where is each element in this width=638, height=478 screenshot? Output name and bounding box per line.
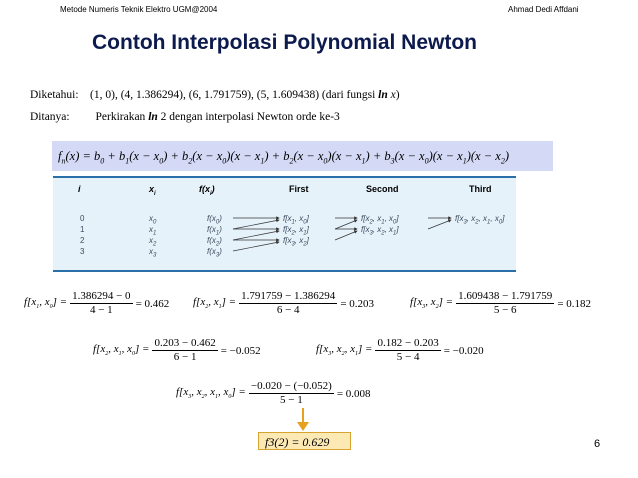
dd2-den-0: 6 − 1 xyxy=(173,351,197,363)
dd3-den: 5 − 1 xyxy=(279,394,303,406)
dd1-den-1: 6 − 4 xyxy=(276,304,300,316)
dd1-res-2: = 0.182 xyxy=(557,297,592,310)
dd1-lhs-2: $f[x_3$, $x_2$] = xyxy=(410,296,454,311)
known-close: ) xyxy=(395,89,400,101)
dd3-num: −0.020 − (−0.052) xyxy=(250,380,332,392)
dd2-eq-0 xyxy=(93,337,261,364)
dd2-lhs-0: $f[x_2$, $x_1$, $x_0$] = xyxy=(93,343,150,358)
cell-first-1: $f[x_2$, $x_1$] xyxy=(283,225,309,237)
asked-text2: 2 dengan interpolasi Newton orde ke-3 xyxy=(160,111,340,123)
cell-fx-2: $f(x_2)$ xyxy=(207,236,222,248)
dd1-num-0: 1.386294 − 0 xyxy=(72,290,131,302)
dd3-res: = 0.008 xyxy=(336,387,371,400)
page-title: Contoh Interpolasi Polynomial Newton xyxy=(92,31,478,54)
asked-line xyxy=(30,111,340,123)
dd1-res-0: = 0.462 xyxy=(135,297,170,310)
header-left: Metode Numeris Teknik Elektro UGM@2004 xyxy=(60,5,218,14)
dd3-eq xyxy=(176,380,371,407)
cell-x-1: $x_1$ xyxy=(149,225,157,237)
table-arrows xyxy=(53,178,516,270)
dd2-num-0: 0.203 − 0.462 xyxy=(154,337,216,349)
cell-fx-0: $f(x_0)$ xyxy=(207,214,222,226)
known-text: (1, 0), (4, 1.386294), (6, 1.791759), (5, 1.609438) (dari fungsi xyxy=(90,89,376,101)
cell-third-0: $f[x_3$, $x_2$, $x_1$, $x_0$] xyxy=(455,214,505,226)
col-header-i: i xyxy=(78,184,81,194)
cell-fx-3: $f(x_3)$ xyxy=(207,247,222,259)
cell-i-1: 1 xyxy=(80,225,85,234)
formula-box xyxy=(52,141,553,171)
dd2-den-1: 5 − 4 xyxy=(396,351,420,363)
dd2-res-0: = −0.052 xyxy=(220,344,261,357)
known-fn: ln xyxy=(378,89,388,101)
known-var: x xyxy=(390,89,396,101)
result-text: f3(2) = 0.629 xyxy=(265,435,330,449)
arrow-second1-third0 xyxy=(428,220,451,229)
dd1-lhs-0: $f[x_1$, $x_0$] = xyxy=(24,296,68,311)
col-header-fxi: $f(x_i)$ xyxy=(199,184,215,197)
cell-first-2: $f[x_3$, $x_2$] xyxy=(283,236,309,248)
cell-x-2: $x_2$ xyxy=(149,236,157,248)
known-label: Diketahui: xyxy=(30,89,79,101)
col-header-xi: $x_i$ xyxy=(149,184,156,197)
arrow-f2-first1 xyxy=(233,231,279,240)
col-header-first: First xyxy=(289,184,309,194)
cell-x-3: $x_3$ xyxy=(149,247,157,259)
arrow-f1-first0 xyxy=(233,220,279,229)
cell-second-1: $f[x_3$, $x_2$, $x_1$] xyxy=(361,225,399,237)
cell-first-0: $f[x_1$, $x_0$] xyxy=(283,214,309,226)
dd1-lhs-1: $f[x_2$, $x_1$] = xyxy=(193,296,237,311)
header-right: Ahmad Dedi Affdani xyxy=(508,5,579,14)
cell-second-0: $f[x_2$, $x_1$, $x_0$] xyxy=(361,214,399,226)
cell-i-0: 0 xyxy=(80,214,85,223)
col-header-second: Second xyxy=(366,184,399,194)
dd1-eq-0 xyxy=(24,290,169,317)
cell-i-3: 3 xyxy=(80,247,85,256)
dd1-eq-1 xyxy=(193,290,374,317)
down-arrow-icon xyxy=(296,408,310,432)
dd1-den-2: 5 − 6 xyxy=(493,304,517,316)
asked-label: Ditanya: xyxy=(30,111,70,123)
col-header-third: Third xyxy=(469,184,492,194)
newton-formula xyxy=(58,149,509,166)
arrow-first2-second1 xyxy=(335,231,357,240)
dd2-lhs-1: $f[x_3$, $x_2$, $x_1$] = xyxy=(316,343,373,358)
dd3-lhs: $f[x_3$, $x_2$, $x_1$, $x_0$] = xyxy=(176,386,246,401)
result-box xyxy=(258,432,351,450)
cell-x-0: $x_0$ xyxy=(149,214,157,226)
arrow-f3-first2 xyxy=(233,242,279,251)
asked-text1: Perkirakan xyxy=(95,111,146,123)
dd2-res-1: = −0.020 xyxy=(443,344,484,357)
known-line xyxy=(30,89,400,101)
arrow-first1-second0 xyxy=(335,220,357,229)
dd1-num-2: 1.609438 − 1.791759 xyxy=(458,290,553,302)
divided-difference-table xyxy=(53,176,516,272)
asked-fn: ln xyxy=(148,111,158,123)
dd2-eq-1 xyxy=(316,337,484,364)
dd1-den-0: 4 − 1 xyxy=(89,304,113,316)
newton-formula-rendered: $f_n(x) = b_0 + b_1(x - x_0) + b_2(x - x_0)(x - x_1) + b_2(x - x_0)(x - x_1) + b_3(x - x_0)(x - x_1)(x - x_2)$ xyxy=(58,149,509,166)
cell-fx-1: $f(x_1)$ xyxy=(207,225,222,237)
dd2-num-1: 0.182 − 0.203 xyxy=(377,337,439,349)
dd1-eq-2 xyxy=(410,290,591,317)
dd1-res-1: = 0.203 xyxy=(340,297,375,310)
page-number: 6 xyxy=(594,438,601,450)
cell-i-2: 2 xyxy=(80,236,85,245)
dd1-num-1: 1.791759 − 1.386294 xyxy=(241,290,336,302)
